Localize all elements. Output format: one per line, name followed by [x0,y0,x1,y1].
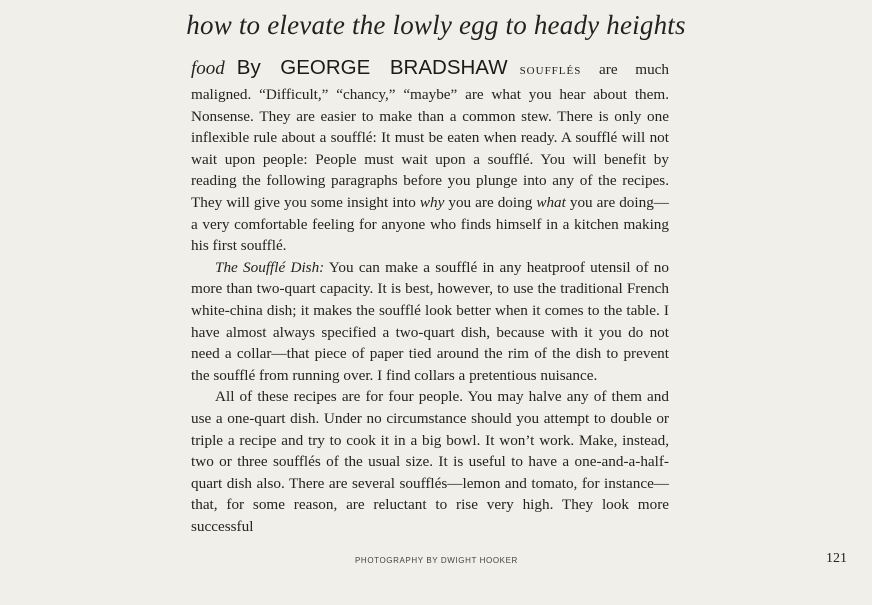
subhead-souffle-dish: The Soufflé Dish: [215,258,325,276]
paragraph-1-segment-1: why [419,193,445,211]
paragraph-2 [191,257,669,387]
paragraph-1-segment-3: what [536,193,566,211]
page-number: 121 [826,551,847,566]
section-label: food [191,58,225,79]
lead-word: soufflés [519,61,582,78]
paragraph-1-segment-4: you are doing—a very comfortable feeling for anyone who finds himself in a kitchen making his first soufflé. [191,193,669,255]
paragraph-1 [191,53,669,257]
paragraph-3 [191,386,669,537]
paragraph-2-segment-1: You can make a soufflé in any heatproof utensil of no more than two-quart capacity. It is best, however, to use the traditional French white-china dish; it makes the soufflé look better when it comes to the table. I have almost always specified a two-quart dish, because with it you do not need a collar—that piece of paper tied around the rim of the dish to prevent the soufflé from running over. I find collars a pretentious nuisance. [191,258,669,384]
paragraph-1-segment-0: are much maligned. “Difficult,” “chancy,” “maybe” are what you hear about them. Nonsense. They are easier to make than a common stew. There is only one inflexible rule about a soufflé: It must be eaten when ready. A soufflé will not wait upon people: People must wait upon a soufflé. You will benefit by reading the following paragraphs before you plunge into any of the recipes. They will give you some insight into [191,61,670,211]
paragraph-1-segment-2: you are doing [444,193,537,211]
paragraph-3-segment-0: All of these recipes are for four people. You may halve any of them and use a one-quart dish. Under no circumstance should you attempt to double or triple a recipe and try to cook it in a big bowl. It won’t work. Make, instead, two or three soufflés of the usual size. It is useful to have a one-and-a-half-quart dish also. There are several soufflés—lemon and tomato, for instance—that, for some reason, are reluctant to rise very high. They look more successful [191,388,669,535]
byline: By GEORGE BRADSHAW [236,56,508,79]
article-title: how to elevate the lowly egg to heady heights [186,10,686,40]
article-body [191,53,669,537]
photo-credit: PHOTOGRAPHY BY DWIGHT HOOKER [355,556,518,565]
